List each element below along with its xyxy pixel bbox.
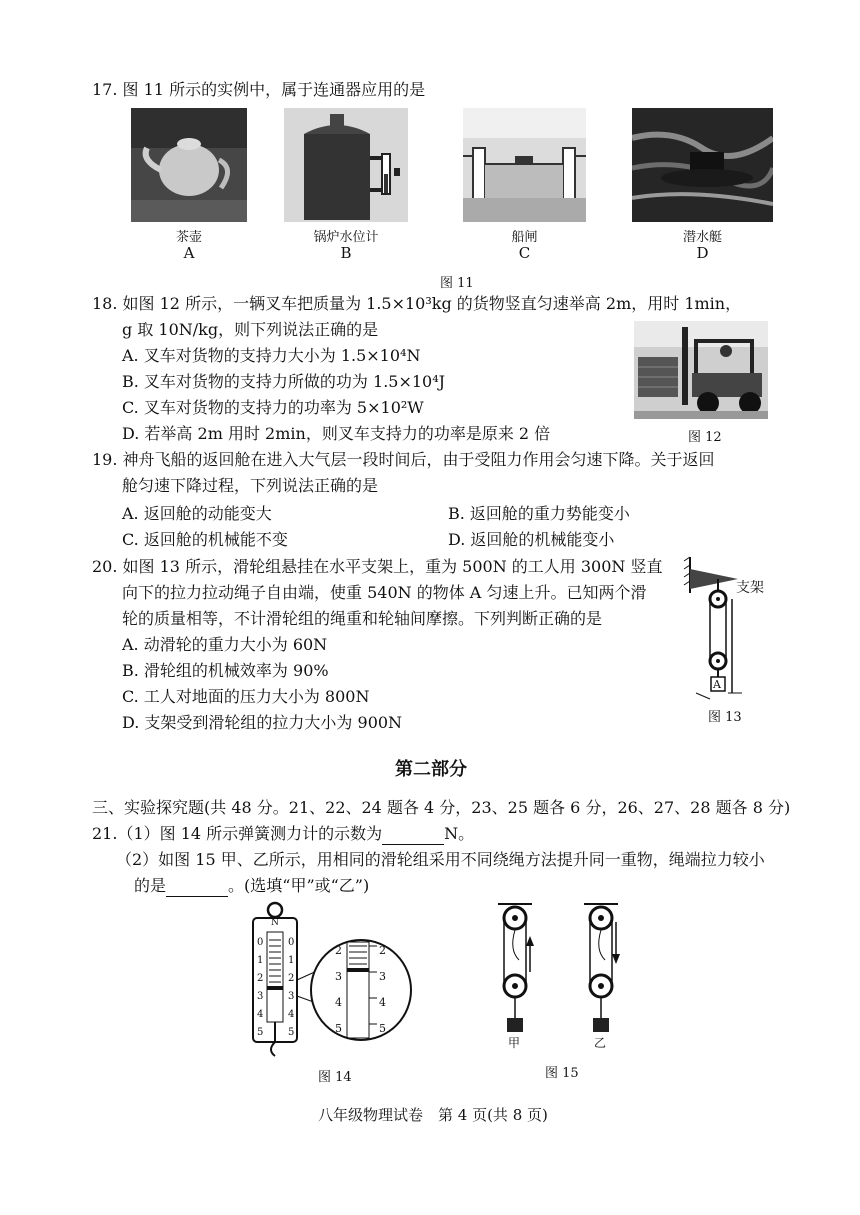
scale-ticks-right: 0 1 2 3 4 5 <box>288 937 295 1038</box>
page-footer: 八年级物理试卷 第 4 页(共 8 页) <box>318 1106 548 1124</box>
object-a-label: A <box>713 678 721 691</box>
q21-part2-hint: 。(选填“甲”或“乙”) <box>228 876 370 895</box>
figure-11-label: 图 11 <box>440 276 474 291</box>
submarine-photo <box>632 108 773 222</box>
q21-part2-line1: （2）如图 15 甲、乙所示，用相同的滑轮组采用不同绕绳方法提升同一重物，绳端拉力较小 <box>116 850 765 869</box>
q18-option-a: A. 叉车对货物的支持力大小为 1.5×10⁴N <box>122 346 421 365</box>
figure-15-label: 图 15 <box>545 1066 579 1081</box>
option-b-letter: B <box>340 244 352 262</box>
option-b-caption: 锅炉水位计 <box>313 230 379 245</box>
q19-option-d: D. 返回舱的机械能变小 <box>448 530 615 549</box>
figure-13-label: 图 13 <box>708 710 742 725</box>
figure-12-label: 图 12 <box>688 430 722 445</box>
teapot-photo <box>131 108 247 222</box>
zoom-ticks-left: 2 3 4 5 <box>335 944 342 1035</box>
q21-part1 <box>92 823 474 845</box>
scale-ticks-left: 0 1 2 3 4 5 <box>257 937 264 1038</box>
option-d-caption: 潜水艇 <box>682 230 722 245</box>
q20-option-b: B. 滑轮组的机械效率为 90% <box>122 661 329 680</box>
pulley-diagram-fig13 <box>682 553 772 703</box>
q18-option-c: C. 叉车对货物的支持力的功率为 5×10²W <box>122 398 424 417</box>
option-a-caption: 茶壶 <box>175 230 202 245</box>
q18-option-b: B. 叉车对货物的支持力所做的功为 1.5×10⁴J <box>122 372 446 391</box>
q21-part2-line2 <box>134 875 369 897</box>
jia-label: 甲 <box>508 1036 521 1050</box>
answer-blank-1[interactable] <box>382 830 444 845</box>
ship-lock-diagram <box>463 108 586 222</box>
q18-stem-line1: 18. 如图 12 所示，一辆叉车把质量为 1.5×10³kg 的货物竖直匀速举高 2m，用时 1min， <box>92 294 742 313</box>
q20-stem-line3: 轮的质量相等，不计滑轮组的绳重和轮轴间摩擦。下列判断正确的是 <box>122 609 603 628</box>
figure-14-label: 图 14 <box>318 1070 352 1085</box>
part-two-title: 第二部分 <box>395 759 467 780</box>
q19-option-c: C. 返回舱的机械能不变 <box>122 530 288 549</box>
spring-scale-diagram <box>245 900 425 1062</box>
q19-option-a: A. 返回舱的动能变大 <box>122 504 272 523</box>
q20-stem-line2: 向下的拉力拉动绳子自由端，使重 540N 的物体 A 匀速上升。已知两个滑 <box>122 583 647 602</box>
option-d-letter: D <box>696 244 709 262</box>
scale-unit-label: N <box>271 918 279 928</box>
q20-stem-line1: 20. 如图 13 所示，滑轮组悬挂在水平支架上，重为 500N 的工人用 300N 竖直 <box>92 557 663 576</box>
section-three-heading: 三、实验探究题(共 48 分。21、22、24 题各 4 分，23、25 题各 6 分，26、27、28 题各 8 分) <box>92 798 791 817</box>
q20-option-a: A. 动滑轮的重力大小为 60N <box>122 635 328 654</box>
option-c-caption: 船闸 <box>511 230 538 245</box>
q20-option-d: D. 支架受到滑轮组的拉力大小为 900N <box>122 713 403 732</box>
support-label: 支架 <box>736 580 764 596</box>
q18-option-d: D. 若举高 2m 用时 2min，则叉车支持力的功率是原来 2 倍 <box>122 424 551 443</box>
yi-label: 乙 <box>594 1036 607 1050</box>
forklift-photo <box>634 321 768 419</box>
pulley-systems-diagram <box>488 902 628 1052</box>
q19-stem-line1: 19. 神舟飞船的返回舱在进入大气层一段时间后，由于受阻力作用会匀速下降。关于返回 <box>92 450 715 469</box>
q18-stem-line2: g 取 10N/kg，则下列说法正确的是 <box>122 320 379 339</box>
q19-option-b: B. 返回舱的重力势能变小 <box>448 504 630 523</box>
q21-part1-text: 21.（1）图 14 所示弹簧测力计的示数为 <box>92 824 383 843</box>
boiler-gauge-diagram <box>284 108 408 222</box>
q19-stem-line2: 舱匀速下降过程，下列说法正确的是 <box>122 476 379 495</box>
option-a-letter: A <box>183 244 195 262</box>
q20-option-c: C. 工人对地面的压力大小为 800N <box>122 687 370 706</box>
zoom-ticks-right: 2 3 4 5 <box>379 944 386 1035</box>
answer-blank-2[interactable] <box>166 882 228 897</box>
q17-stem: 17. 图 11 所示的实例中，属于连通器应用的是 <box>92 80 426 99</box>
option-c-letter: C <box>518 244 531 262</box>
q21-part2-text: 的是 <box>134 876 167 895</box>
q21-part1-unit: N。 <box>444 824 475 843</box>
